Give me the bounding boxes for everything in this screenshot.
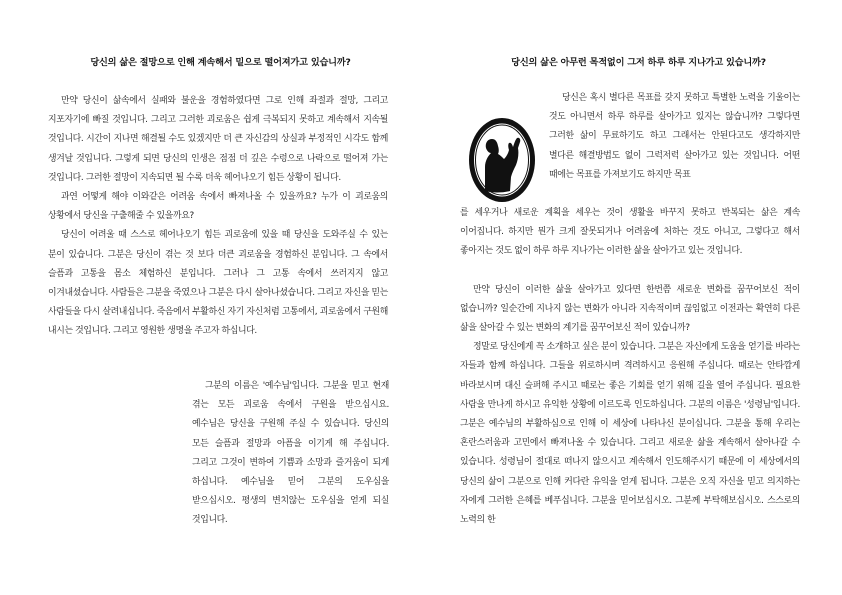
left-closing [192,377,389,531]
left-paragraph-2: 과연 어떻게 해야 이와같은 어려움 속에서 빠져나올 수 있을까요? 누가 이 괴로움의 상황에서 당신을 구출해줄 수 있을까요? [48,192,388,222]
right-paragraph-2: 만약 당신이 이러한 삶을 살아가고 있다면 한번쯤 새로운 변화를 꿈꾸어보신 적이 없습니까? 일순간에 지나지 않는 변화가 아니라 지속적이며 끊임없고 이전과는 확연히 다른 삶을 살아갈 수 있는 변화의 계기를 꿈꾸어보신 적이 있습니까? [460,284,800,334]
praying-person-silhouette-icon [468,117,536,203]
left-page-title: 당신의 삶은 절망으로 인해 계속해서 밑으로 떨어져가고 있습니까? [90,57,351,68]
left-paragraph-1: 만약 당신이 삶속에서 실패와 불운을 경험하였다면 그로 인해 좌절과 절망, 그리고 지포자기에 빠질 것입니다. 그리고 그러한 괴로움은 쉽게 극복되지 못하고 계속해서 지속될 것입니다. 시간이 지나면 해결될 수도 있겠지만 더 큰 자신감의 상실과 부정적인 시각도 함께 생겨날 것입니다. 그렇게 되면 당신의 인생은 점점 더 깊은 수렁으로 나락으로 떨어져 가는 것입니다. 그러한 절망이 지속되면 될 수록 더욱 헤어나오기 힘든 상황이 됩니다. [48,96,388,183]
paragraph-gap [460,262,800,281]
right-body [460,204,800,530]
right-first-paragraph-beside-image [549,89,800,185]
right-paragraph-1-part-2: 를 세우거나 새로운 계획을 세우는 것이 생활을 바꾸지 못하고 반복되는 삶은 계속 이어집니다. 하지만 뭔가 크게 잘못되거나 어려움에 처하는 것도 아니고, 그렇다고 해서 좋아지는 것도 없이 하루 하루 지나가는 이러한 삶을 살아가고 있는 것입니다. [460,208,800,257]
right-paragraph-1-part-1: 당신은 혹시 별다른 목표를 갖지 못하고 특별한 노력을 기울이는 것도 아니면서 하루 하루를 살아가고 있지는 않습니까? 그렇다면 그러한 삶이 무료하기도 하고 그래서는 안된다고도 생각하지만 별다른 해결방법도 없이 그럭저럭 살아가고 있는 것입니다. 어떤 때에는 목표를 가져보기도 하지만 목표 [549,93,800,180]
right-page-title: 당신의 삶은 아무런 목적없이 그저 하루 하루 지나가고 있습니까? [511,57,766,68]
left-body [48,92,388,342]
left-closing-paragraph: 그분의 이름은 '예수님'입니다. 그분을 믿고 현재 겪는 모든 괴로움 속에서 구원을 받으십시요. 예수님은 당신을 구원해 주실 수 있습니다. 당신의 모든 슬픔과 절망과 아픔을 이기게 해 주십니다. 그리고 그것이 변하여 기쁨과 소망과 즐거움이 되게 하십니다. 예수님을 믿어 그분의 도우심을 받으십시오. 평생의 변치않는 도우심을 얻게 되실 것입니다. [192,381,389,526]
left-paragraph-3: 당신이 어려울 때 스스로 헤어나오기 힘든 괴로움에 있을 때 당신을 도와주실 수 있는 분이 있습니다. 그분은 당신이 겪는 것 보다 더큰 괴로움을 경험하신 분입니다. 그 속에서 슬픔과 고통을 몸소 체험하신 분입니다. 그러나 그 고통 속에서 쓰러지지 않고 이겨내셨습니다. 사람들은 그분을 죽였으나 그분은 다시 살아나셨습니다. 그리고 자신을 믿는 사람들을 다시 살려내십니다. 죽음에서 부활하신 자기 자신처럼 고통에서, 괴로움에서 구원해 내시는 것입니다. 그리고 영원한 생명을 주고자 하십니다. [48,230,388,337]
right-paragraph-3: 정말로 당신에게 꼭 소개하고 싶은 분이 있습니다. 그분은 자신에게 도움을 얻기를 바라는 자들과 함께 하십니다. 그들을 위로하시며 격려하시고 응원해 주십니다. 때로는 안타깝게 바라보시며 대신 슬퍼해 주시고 때로는 좋은 기회를 얻기 위해 길을 열어 주십니다. 필요한 사람을 만나게 하시고 유익한 상황에 이르도록 인도하십니다. 그분의 이름은 '성령님'입니다. 그분은 예수님의 부활하심으로 인해 이 세상에 나타나신 분이십니다. 그분을 통해 우리는 혼란스러움과 고민에서 빠져나올 수 있습니다. 그리고 새로운 삶을 계속해서 살아나갈 수 있습니다. 성령님이 절대로 떠나지 않으시고 계속해서 인도해주시기 때문에 이 세상에서의 당신의 삶이 그분으로 인해 커다란 유익을 얻게 됩니다. 그분은 오직 자신을 믿고 의지하는 자에게 그러한 은혜를 베푸십니다. 그분을 믿어보십시오. 그분께 부탁해보십시오. 스스로의 노력의 한 [460,342,800,526]
